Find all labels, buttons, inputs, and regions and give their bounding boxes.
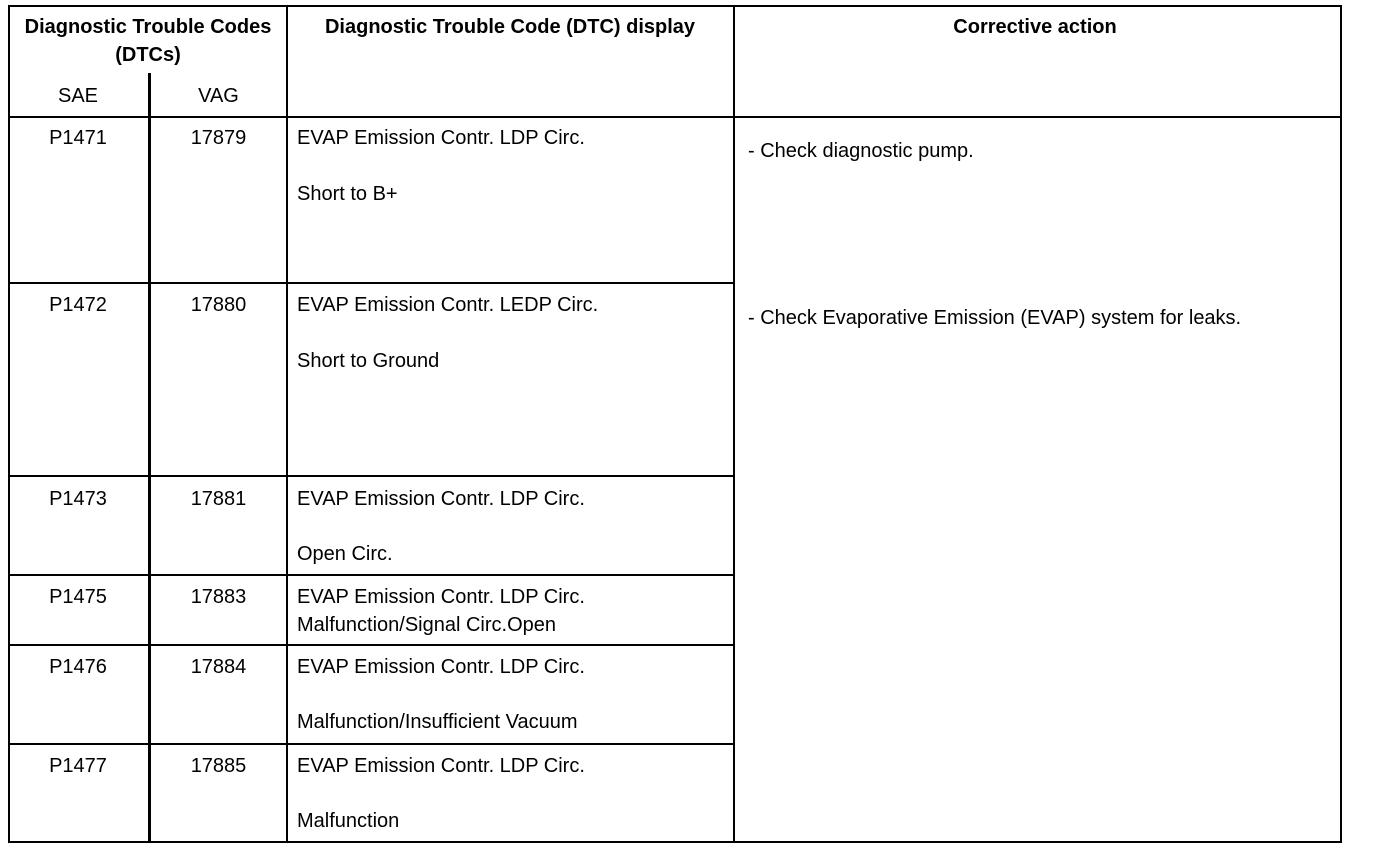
dtc-display-line1: EVAP Emission Contr. LDP Circ. [297,656,585,678]
sae-code: P1475 [49,586,107,608]
dtc-display-line2: Open Circ. [297,543,393,565]
row-divider [8,644,735,646]
dtc-display-line1: EVAP Emission Contr. LDP Circ. [297,586,585,608]
corrective-action-item: - Check Evaporative Emission (EVAP) system for leaks. [748,307,1242,329]
dtc-display-line2: Short to B+ [297,183,398,205]
sae-code: P1471 [49,127,107,149]
dtc-display-line1: EVAP Emission Contr. LDP Circ. [297,127,585,149]
sae-code: P1473 [49,488,107,510]
vag-code: 17880 [190,294,247,316]
row-divider [8,743,735,745]
dtc-display-line2: Short to Ground [297,350,440,372]
header-vag: VAG [198,85,239,107]
sae-code: P1472 [49,294,107,316]
vag-code: 17884 [190,656,247,678]
column-divider-codes-display [286,5,288,843]
row-divider [8,475,735,477]
corrective-action-item: - Check diagnostic pump. [748,140,974,162]
row-divider [8,574,735,576]
dtc-display-line1: EVAP Emission Contr. LDP Circ. [297,755,585,777]
dtc-display-line2: Malfunction/Signal Circ.Open [297,614,557,636]
sae-code: P1477 [49,755,107,777]
dtc-display-line1: EVAP Emission Contr. LDP Circ. [297,488,585,510]
vag-code: 17883 [190,586,247,608]
header-dtc-group: Diagnostic Trouble Codes (DTCs) [24,16,272,66]
header-rule [8,116,1342,118]
dtc-display-line2: Malfunction/Insufficient Vacuum [297,711,578,733]
vag-code: 17885 [190,755,247,777]
header-sae: SAE [57,85,99,107]
vag-code: 17881 [190,488,247,510]
dtc-display-line1: EVAP Emission Contr. LEDP Circ. [297,294,599,316]
sae-code: P1476 [49,656,107,678]
column-divider-display-action [733,5,735,843]
header-corrective-action: Corrective action [953,16,1117,38]
vag-code: 17879 [190,127,247,149]
row-divider [8,282,735,284]
dtc-display-line2: Malfunction [297,810,400,832]
header-display: Diagnostic Trouble Code (DTC) display [324,16,696,38]
column-divider-sae-vag [148,73,151,843]
